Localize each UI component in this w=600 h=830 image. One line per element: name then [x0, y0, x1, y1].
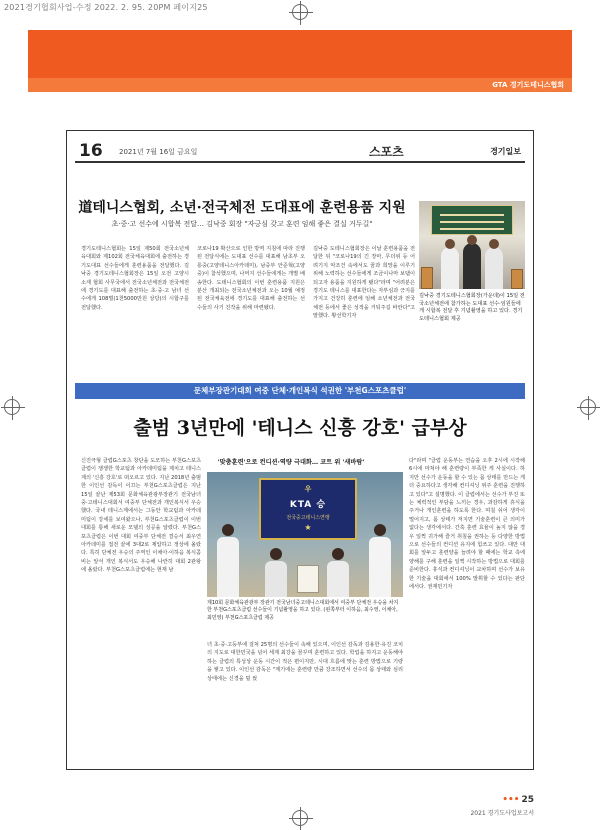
player-figure [325, 548, 351, 597]
victory-banner-main: KTA 승 [289, 500, 327, 510]
registration-mark-right [580, 399, 596, 415]
registration-mark-left [4, 399, 20, 415]
player-head [374, 524, 386, 536]
print-header: 2021경기협회사업-수정 2022. 2. 95. 20PM 페이지25 [4, 3, 208, 12]
article1-column-1: 경기도테니스협회는 15일 제50회 전국소년체육대회와 제102회 전국체육대회에 출전하는 경기도대표 선수들에게 훈련용품을 전달했다. 김낙중 경기도테니스협회장은 15일 오전 고양시 소재 협회 사무국에서 전국소년체전과 전국체전에 경기도를 대표해 출전하는 초·중·고 남녀 선수에게 108벌(1천5000만원 상당)의 시합구를 전달했다. [81, 246, 189, 311]
player-head [270, 548, 282, 560]
report-page-number [502, 795, 534, 805]
article2-ribbon-heading: 문체부장관기대회 여중 단체·개인복식 석권한 '부천G스포츠클럽' [75, 383, 525, 399]
newspaper-date: 2021년 7월 16일 금요일 [119, 148, 198, 156]
newspaper-section: 스포츠 [369, 145, 404, 159]
banner-text-line [440, 228, 504, 230]
victory-banner-top: 우 [304, 485, 312, 493]
article2-photo-caption: 제10회 문화체육관광부 장관기 전국남녀중고테니스대회에서 여중부 단체전 우승을 차지한 부천G스포츠클럽 선수들이 기념촬영을 하고 있다. (왼쪽부터 이하음, 최수영, 이채아, 최민영) 부천G스포츠클럽 제공 [207, 600, 399, 621]
article2-team-photo [207, 472, 403, 597]
player-body [265, 561, 287, 597]
article1-subheadline: 초·중·고 선수에 시합복 전달… 김낙중 회장 "자긍심 갖고 훈련 임해 좋은 결실 거두길" [111, 220, 373, 228]
dots-icon: ••• [502, 795, 520, 805]
article1-photo-caption: 김낙중 경기도테니스협회장(가운데)이 15일 전국소년체전에 참가하는 도대표 선수·임원들에게 시합복 전달 후 기념촬영을 하고 있다. 경기도테니스협회 제공 [419, 293, 525, 322]
registration-mark-top [292, 4, 308, 20]
player-figure [263, 548, 289, 597]
header-color-strip [28, 78, 572, 92]
article2-column-2: 녀 초·중·고등부에 걸쳐 25명의 선수들이 속해 있으며, 이인선 감독과 김용한·유진 코치의 지도로 대한민국을 넘어 세계 최강을 꿈꾸며 훈련하고 있다. 학업을 하지고 운동해야 하는 클럽의 특성상 운동 시간이 적은 편이지만, 시대 흐름에 맞는 훈련 방법으로 기량을 쌓고 있다. 이인선 감독은 "계기에는 훈련량 만큼 강조하면서 선수의 몸 상태와 심리 상태에는 신경을 덜 썼 [207, 642, 403, 682]
article1-headline: 道테니스협회, 소년·전국체전 도대표에 훈련용품 지원 [78, 200, 406, 216]
newspaper-name: 경기일보 [490, 147, 521, 156]
article1-photo [419, 201, 525, 289]
player-head [332, 548, 344, 560]
player-figure [215, 524, 241, 597]
victory-banner [259, 478, 357, 540]
article1-column-2: 코로나19 확산으로 인한 방역 지침에 따라 진행된 전달식에는 도대표 선수를 대표해 남초부 오롱중(고양테니스아카데미), 남중부 안준혁(고양중)이 참석했으며, 나머지 선수들에게는 개별 배송한다. 도테니스협회의 이번 훈련용품 지원은 분산 개최되는 전국소년체전과 오는 10월 예정된 전국체육전에 경기도를 대표해 출전하는 선수들의 사기 진작을 위해 마련됐다. [197, 246, 305, 311]
player-body [369, 537, 391, 597]
player-body [327, 561, 349, 597]
person-head [489, 239, 499, 249]
player-head [222, 524, 234, 536]
award-plaque [297, 565, 319, 593]
player-figure [367, 524, 393, 597]
equipment-box [421, 267, 433, 289]
article1-photo-banner [431, 205, 513, 235]
registration-mark-bottom [292, 810, 308, 826]
newspaper-header [75, 141, 525, 163]
player-body [217, 537, 239, 597]
newspaper-clipping [66, 130, 534, 770]
article1-column-3: 김낙중 도테니스협회장은 이날 훈련용품을 전달한 뒤 "코로나19의 긴 장마, 무더위 등 어려기지 악조건 속에서도 꿈과 희망을 이루기 위해 노력하는 선수들에게 조금이나마 보탬이 되고자 용품을 지원하게 됐다"라며 "어려분은 경기도 테니스를 대표한다는 자부심과 긍지를 가지고 건강히 훈련에 임해 소년체전과 전국체전 등에서 좋은 성적을 거둬주길 바란다"고 말했다. 황선학기자 [313, 246, 415, 320]
person-figure [485, 247, 503, 289]
association-logo: GTA 경기도테니스협회 [492, 81, 564, 89]
article2-column-3: 다"라며 "클럽 운동부는 연습을 오후 2시에 시작해 6시에 마쳐야 해 훈련량이 부족한 게 사실이다. 하지만 선수가 운동을 할 수 있는 몸 상태를 만드는 게 더 중요하다고 생각해 컨디셔닝 위주 훈련을 진행하고 있다"고 설명했다. 이 클럽에서는 선수가 부진 또는 체력적인 부담을 느끼는 경우, 과감하게 휴식을 주거나 개인훈련을 하도록 한다. 며칠 쉬어 생각이 떨어지고, 몸 상태가 저지면 기술훈련이 큰 의미가 없다는 생각에서다. 간혹 훈련 효율이 높지 않을 경우 일찍 귀가해 즐거 취침을 권하는 등 다양한 방법으로 선수들의 컨디션 유지에 힘쓰고 있다. 대만 대회를 앞두고 훈련양을 늘려야 할 때에는 학교 측에 양해를 구해 훈련을 일찍 시작하는 방법으로 대회를 준비한다. 휴식과 컨디셔닝이 교차하며 선수가 보유한 기술을 대회에서 100% 발휘할 수 있다는 판단에서다. 권재민기자 [409, 458, 525, 591]
header-color-band [28, 30, 572, 92]
article2-photo-subheadline: '맞춤훈련'으로 컨디션·역량 극대화… 코트 위 '새바람' [217, 459, 365, 466]
person-figure [463, 243, 481, 289]
report-page-number-value: 25 [521, 795, 534, 805]
person-head [467, 235, 477, 245]
banner-text-line [440, 214, 504, 216]
article2-headline: 출범 3년만에 '테니스 신흥 강호' 급부상 [133, 417, 467, 439]
person-figure [441, 247, 459, 289]
newspaper-page-number: 16 [79, 141, 103, 161]
victory-banner-org: 전국중고테니스연맹 [286, 515, 330, 521]
star-icon: ★ [304, 523, 312, 532]
article2-column-1: 신진극형 클럽G스포츠 창단을 도모하는 부천G스포츠클럽이 쟁쟁한 학교팀과 아카데미팀을 제치고 테니스계의 '신흥 강호'로 떠오르고 있다. 지난 2018년 출범한 이인선 감독이 이끄는 부천G스포츠클럽은 지난 15일 끝난 제53회 문화체육관광부장관기 전국남녀중·고테니스대회서 여중부 단체전과 개인복식서 우승했다. 국내 테니스계에서는 그동안 학교팀과 아카데미팀이 강세를 보여왔으나, 부천G스포츠클럽이 이번 대회를 통해 새로운 모델의 성공을 알렸다. 부천G스포츠클럽은 이번 대회 여중부 단체전 결승서 최우연아카데미를 접전 끝에 3대2로 제압하고 정상에 올랐다. 특히 단체전 우승의 주역인 이채아·이하음 복식콤비는 앞서 개인 복식서도 우승해 나란히 대회 2관왕에 올랐다. 부천G스포츠클럽에는 현재 남 [81, 458, 201, 574]
report-title: 2021 경기도사업보고서 [470, 810, 534, 817]
person-head [445, 239, 455, 249]
banner-text-line [440, 221, 504, 223]
equipment-box [511, 269, 523, 289]
